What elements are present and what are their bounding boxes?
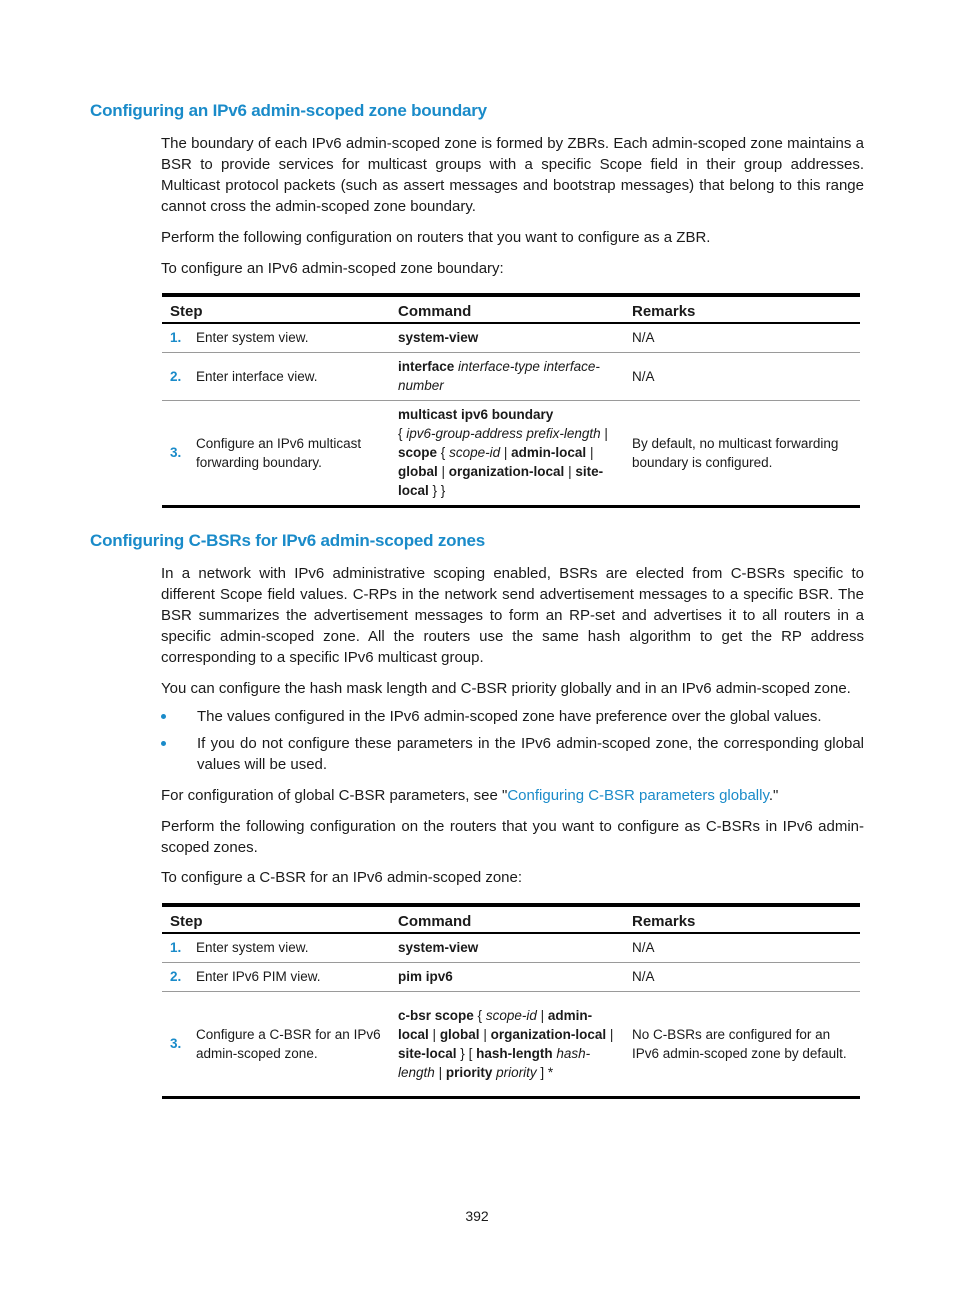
command-text: interface interface-type interface-number	[390, 352, 624, 400]
step-description: Enter system view.	[188, 323, 390, 352]
remarks-column-header: Remarks	[624, 295, 860, 323]
command-text: multicast ipv6 boundary { ipv6-group-address prefix-length | scope { scope-id | admin-local | global | organization-local | site-local } }	[390, 400, 624, 506]
table-row	[162, 323, 860, 352]
section-heading-cbsr: Configuring C-BSRs for IPv6 admin-scoped zones	[90, 531, 486, 550]
command-text: c-bsr scope { scope-id | admin-local | global | organization-local | site-local } [ hash-length hash-length | priority priority ] *	[390, 991, 624, 1097]
remarks-text: N/A	[624, 962, 860, 991]
paragraph-zbr-intro: The boundary of each IPv6 admin-scoped zone is formed by ZBRs. Each admin-scoped zone maintains a BSR to provide services for multicast groups with a specific Scope field in their group addresses. Multicast protocol packets (such as assert messages and bootstrap messages) that belong to this range cannot cross the admin-scoped zone boundary.	[161, 135, 864, 215]
section-heading-zone-boundary: Configuring an IPv6 admin-scoped zone boundary	[90, 101, 487, 120]
zbr-config-table	[162, 293, 860, 508]
table-row	[162, 933, 860, 962]
step-number: 2.	[162, 352, 188, 400]
global-cbsr-link[interactable]: Configuring C-BSR parameters globally	[507, 787, 769, 804]
command-text: system-view	[390, 933, 624, 962]
command-text: system-view	[390, 323, 624, 352]
cbsr-config-table	[162, 903, 860, 1099]
step-description: Configure a C-BSR for an IPv6 admin-scoped zone.	[188, 991, 390, 1097]
step-description: Enter system view.	[188, 933, 390, 962]
list-item: The values configured in the IPv6 admin-scoped zone have preference over the global values.	[161, 706, 864, 727]
step-description: Enter IPv6 PIM view.	[188, 962, 390, 991]
step-number: 3.	[162, 991, 188, 1097]
step-number: 1.	[162, 933, 188, 962]
table-row	[162, 962, 860, 991]
step-number: 1.	[162, 323, 188, 352]
step-number: 3.	[162, 400, 188, 506]
table-row	[162, 352, 860, 400]
command-column-header: Command	[390, 295, 624, 323]
remarks-text: By default, no multicast forwarding boundary is configured.	[624, 400, 860, 506]
step-description: Configure an IPv6 multicast forwarding boundary.	[188, 400, 390, 506]
bullet-icon	[161, 714, 166, 719]
paragraph-cbsr-to-configure: To configure a C-BSR for an IPv6 admin-scoped zone:	[161, 869, 523, 886]
paragraph-global-params: For configuration of global C-BSR parameters, see "Configuring C-BSR parameters globally."	[161, 787, 779, 804]
paragraph-zbr-to-configure: To configure an IPv6 admin-scoped zone boundary:	[161, 260, 504, 277]
paragraph-cbsr-hash: You can configure the hash mask length and C-BSR priority globally and in an IPv6 admin-scoped zone.	[161, 680, 851, 697]
bullet-icon	[161, 741, 166, 746]
remarks-text: N/A	[624, 933, 860, 962]
table-row	[162, 991, 860, 1097]
paragraph-cbsr-intro: In a network with IPv6 administrative scoping enabled, BSRs are elected from C-BSRs specific to different Scope field values. C-RPs in the network send advertisement messages to a specific BSR. The BSR summarizes the advertisement messages to form an RP-set and advertises it to all routers in a specific admin-scoped zone. All the routers use the same hash algorithm to get the RP address corresponding to a specific IPv6 multicast group.	[161, 565, 864, 666]
command-column-header: Command	[390, 905, 624, 933]
page-number: 392	[465, 1208, 489, 1224]
command-text: pim ipv6	[390, 962, 624, 991]
table-header-row	[162, 905, 860, 933]
step-column-header: Step	[162, 905, 390, 933]
paragraph-cbsr-perform: Perform the following configuration on the routers that you want to configure as C-BSRs in IPv6 admin-scoped zones.	[161, 818, 864, 856]
table-header-row	[162, 295, 860, 323]
paragraph-zbr-perform: Perform the following configuration on routers that you want to configure as a ZBR.	[161, 229, 711, 246]
remarks-text: N/A	[624, 323, 860, 352]
remarks-text: No C-BSRs are configured for an IPv6 admin-scoped zone by default.	[624, 991, 860, 1097]
list-item: If you do not configure these parameters in the IPv6 admin-scoped zone, the corresponding global values will be used.	[161, 733, 864, 775]
remarks-column-header: Remarks	[624, 905, 860, 933]
remarks-text: N/A	[624, 352, 860, 400]
step-column-header: Step	[162, 295, 390, 323]
table-row	[162, 400, 860, 506]
step-number: 2.	[162, 962, 188, 991]
step-description: Enter interface view.	[188, 352, 390, 400]
